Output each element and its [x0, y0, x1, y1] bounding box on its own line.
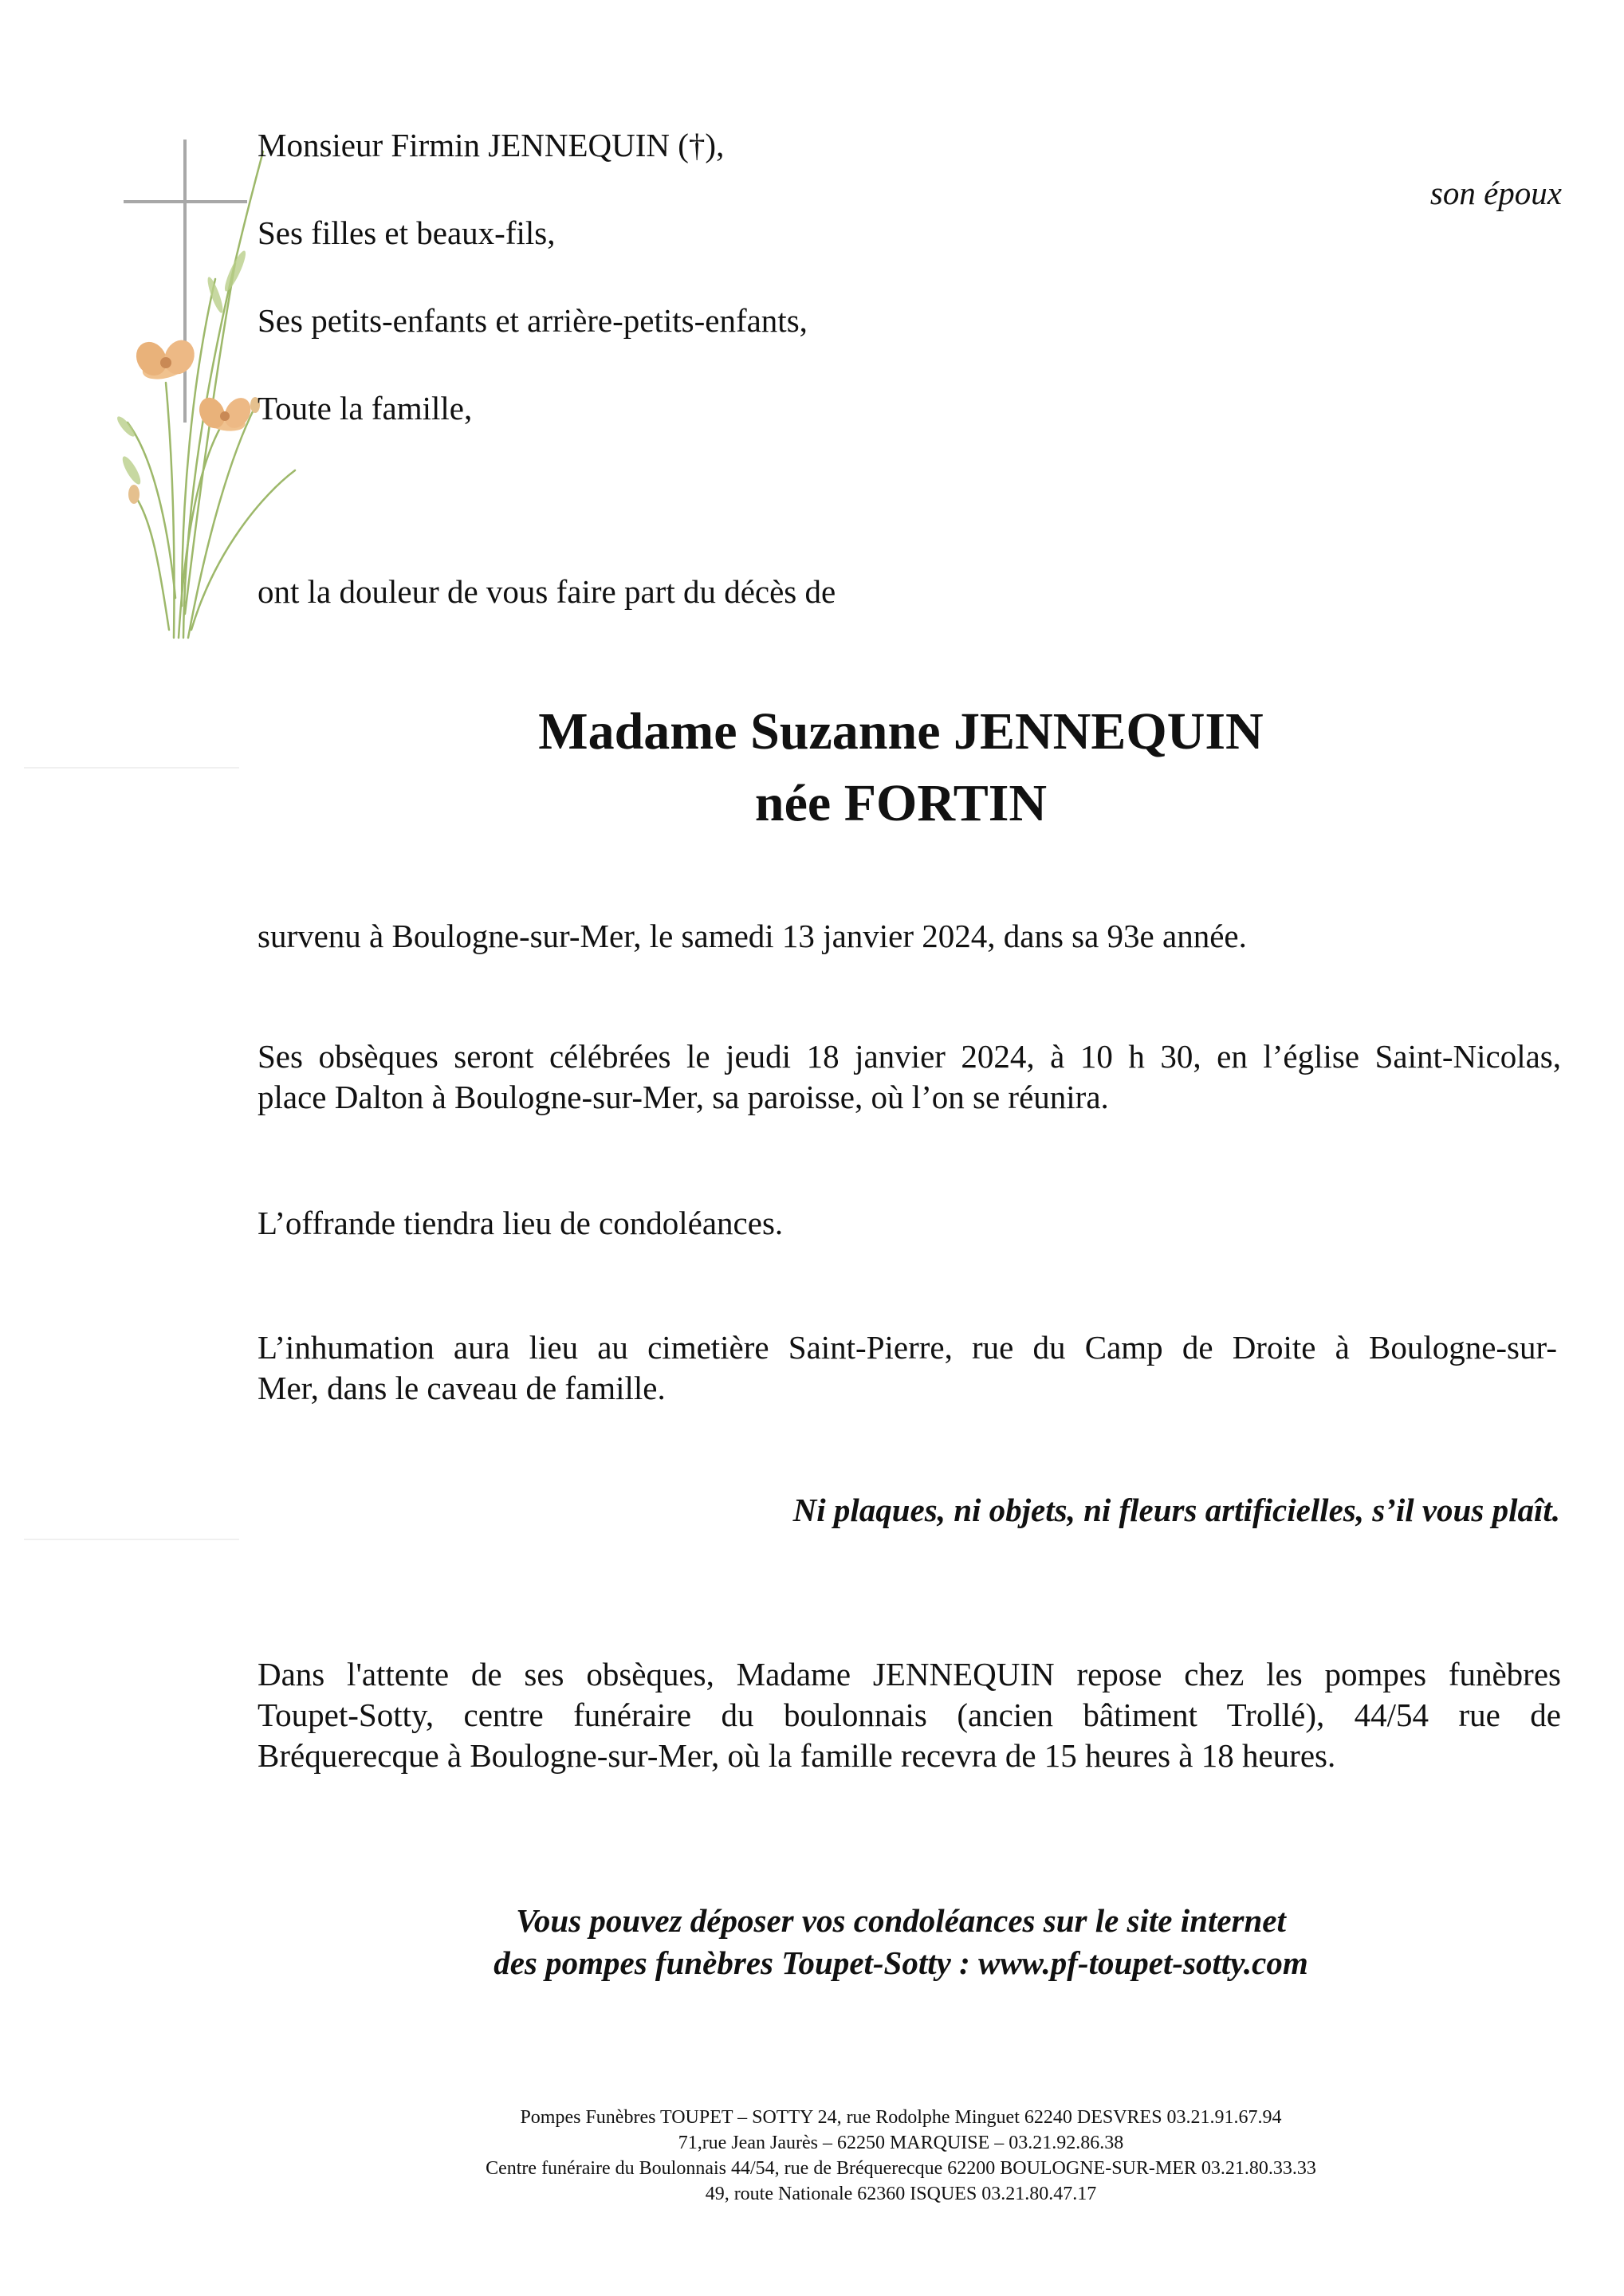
footer-line: 71,rue Jean Jaurès – 62250 MARQUISE – 03.21.92.86.38 [678, 2133, 1124, 2153]
scan-artifact-line [24, 1539, 239, 1540]
visitation-line: Toupet-Sotty, centre funéraire du boulonnais (ancien bâtiment Trollé), 44/54 rue de [258, 1696, 1561, 1733]
burial-line: Mer, dans le caveau de famille. [258, 1370, 666, 1406]
footer-line: 49, route Nationale 62360 ISQUES 03.21.80.47.17 [705, 2184, 1097, 2204]
visitation-line: Dans l'attente de ses obsèques, Madame JENNEQUIN repose chez les pompes funèbres [258, 1656, 1561, 1693]
deceased-maiden-name: née FORTIN [754, 774, 1048, 832]
family-line-grandchildren: Ses petits-enfants et arrière-petits-enfants, [258, 302, 808, 339]
visitation-line: Bréquerecque à Boulogne-sur-Mer, où la famille recevra de 15 heures à 18 heures. [258, 1737, 1336, 1774]
poppy-flower-icon [130, 335, 199, 383]
no-flowers-request: Ni plaques, ni objets, ni fleurs artificielles, s’il vous plaît. [792, 1492, 1560, 1528]
offering-text: L’offrande tiendra lieu de condoléances. [258, 1205, 784, 1241]
announcement-text: ont la douleur de vous faire part du décès de [258, 573, 836, 610]
family-line-spouse: Monsieur Firmin JENNEQUIN (†), [258, 127, 725, 163]
scan-artifact-line [24, 767, 239, 769]
family-line-daughters: Ses filles et beaux-fils, [258, 214, 556, 251]
footer-contacts [0, 2105, 1624, 2207]
funeral-line: place Dalton à Boulogne-sur-Mer, sa paroisse, où l’on se réunira. [258, 1079, 1109, 1115]
visitation-paragraph [258, 1654, 1561, 1776]
footer-line: Pompes Funèbres TOUPET – SOTTY 24, rue Rodolphe Minguet 62240 DESVRES 03.21.91.67.94 [520, 2107, 1282, 2128]
deceased-name: Madame Suzanne JENNEQUIN [538, 702, 1264, 761]
poppy-flower-icon [195, 393, 256, 434]
funeral-line: Ses obsèques seront célébrées le jeudi 18 janvier 2024, à 10 h 30, en l’église Saint-Nicolas, [258, 1038, 1561, 1075]
family-line-family: Toute la famille, [258, 390, 473, 427]
funeral-paragraph [258, 1036, 1561, 1118]
burial-line: L’inhumation aura lieu au cimetière Saint-Pierre, rue du Camp de Droite à Boulogne-sur- [258, 1329, 1557, 1366]
burial-paragraph [258, 1327, 1557, 1409]
footer-line: Centre funéraire du Boulonnais 44/54, rue de Bréquerecque 62200 BOULOGNE-SUR-MER 03.21.80.33.33 [486, 2158, 1316, 2179]
condolences-line: Vous pouvez déposer vos condoléances sur le site internet [516, 1902, 1286, 1939]
spouse-label: son époux [1429, 175, 1562, 211]
condolences-website-line: des pompes funèbres Toupet-Sotty : www.pf-toupet-sotty.com [493, 1944, 1308, 1981]
death-notice-text: survenu à Boulogne-sur-Mer, le samedi 13 janvier 2024, dans sa 93e année. [258, 918, 1247, 954]
